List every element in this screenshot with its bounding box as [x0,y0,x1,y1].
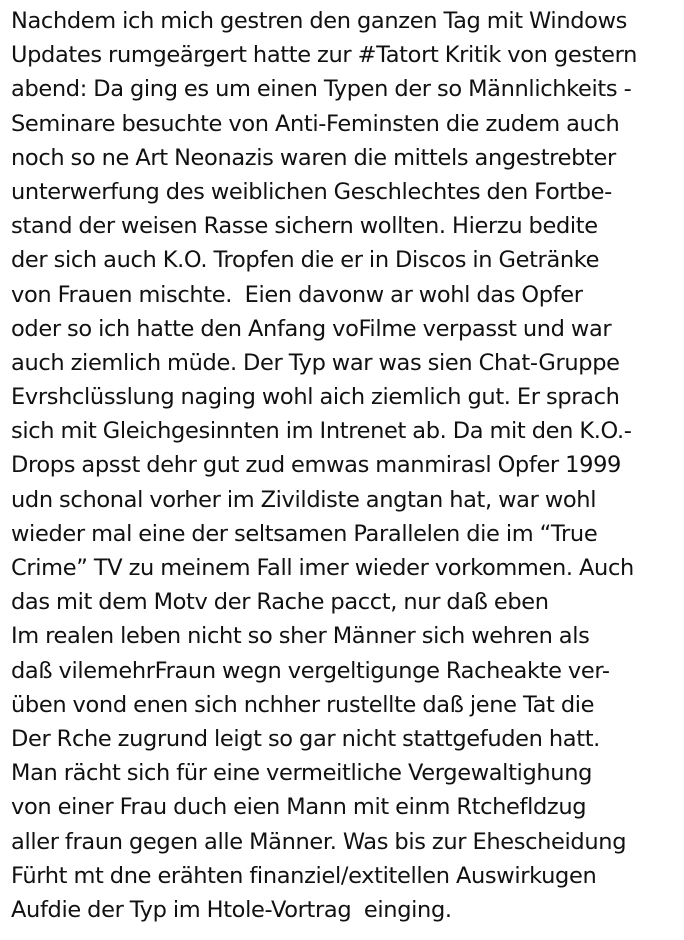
text-line-16: wieder mal eine der seltsamen Parallelen die im “True [11,520,598,547]
text-line-9: von Frauen mischte. Eien davonw ar wohl das Opfer [11,281,583,308]
text-line-4: Seminare besuchte von Anti-Feminsten die zudem auch [11,110,620,137]
text-line-11: auch ziemlich müde. Der Typ war was sien Chat-Gruppe [11,349,620,376]
body-text [11,4,681,927]
text-line-18: das mit dem Motv der Rache pacct, nur daß eben [11,589,549,616]
text-line-26: Fürht mt dne erähten finanziel/extitellen Auswirkugen [11,862,597,889]
text-line-12: Evrshclüsslung naging wohl aich ziemlich gut. Er sprach [11,384,620,411]
text-line-20: daß vilemehrFraun wegn vergeltigunge Racheakte ver- [11,657,610,684]
text-line-6: unterwerfung des weiblichen Geschlechtes den Fortbe- [11,178,612,205]
text-line-27: Aufdie der Typ im Htole-Vortrag einging. [11,896,452,923]
text-line-10: oder so ich hatte den Anfang voFilme verpasst und war [11,315,612,342]
text-line-13: sich mit Gleichgesinnten im Intrenet ab. Da mit den K.O.- [11,418,632,445]
text-line-2: Updates rumgeärgert hatte zur #Tatort Kritik von gestern [11,42,638,69]
text-line-8: der sich auch K.O. Tropfen die er in Discos in Getränke [11,247,600,274]
text-line-19: Im realen leben nicht so sher Männer sich wehren als [11,623,590,650]
text-line-15: udn schonal vorher im Zivildiste angtan hat, war wohl [11,486,597,513]
text-line-25: aller fraun gegen alle Männer. Was bis zur Ehescheidung [11,828,627,855]
text-line-24: von einer Frau duch eien Mann mit einm Rtchefldzug [11,794,587,821]
text-line-17: Crime” TV zu meinem Fall imer wieder vorkommen. Auch [11,555,634,581]
text-line-21: üben vond enen sich nchher rustellte daß jene Tat die [11,691,595,718]
text-line-3: abend: Da ging es um einen Typen der so Männlichkeits - [11,76,632,103]
text-line-14: Drops apsst dehr gut zud emwas manmirasl Opfer 1999 [11,452,621,479]
text-line-1: Nachdem ich mich gestren den ganzen Tag mit Windows [11,8,628,34]
text-line-23: Man rächt sich für eine vermeitliche Vergewaltighung [11,760,593,787]
text-line-22: Der Rche zugrund leigt so gar nicht stattgefuden hatt. [11,725,600,752]
text-line-5: noch so ne Art Neonazis waren die mittels angestrebter [11,144,616,171]
text-line-7: stand der weisen Rasse sichern wollten. Hierzu bedite [11,213,598,240]
